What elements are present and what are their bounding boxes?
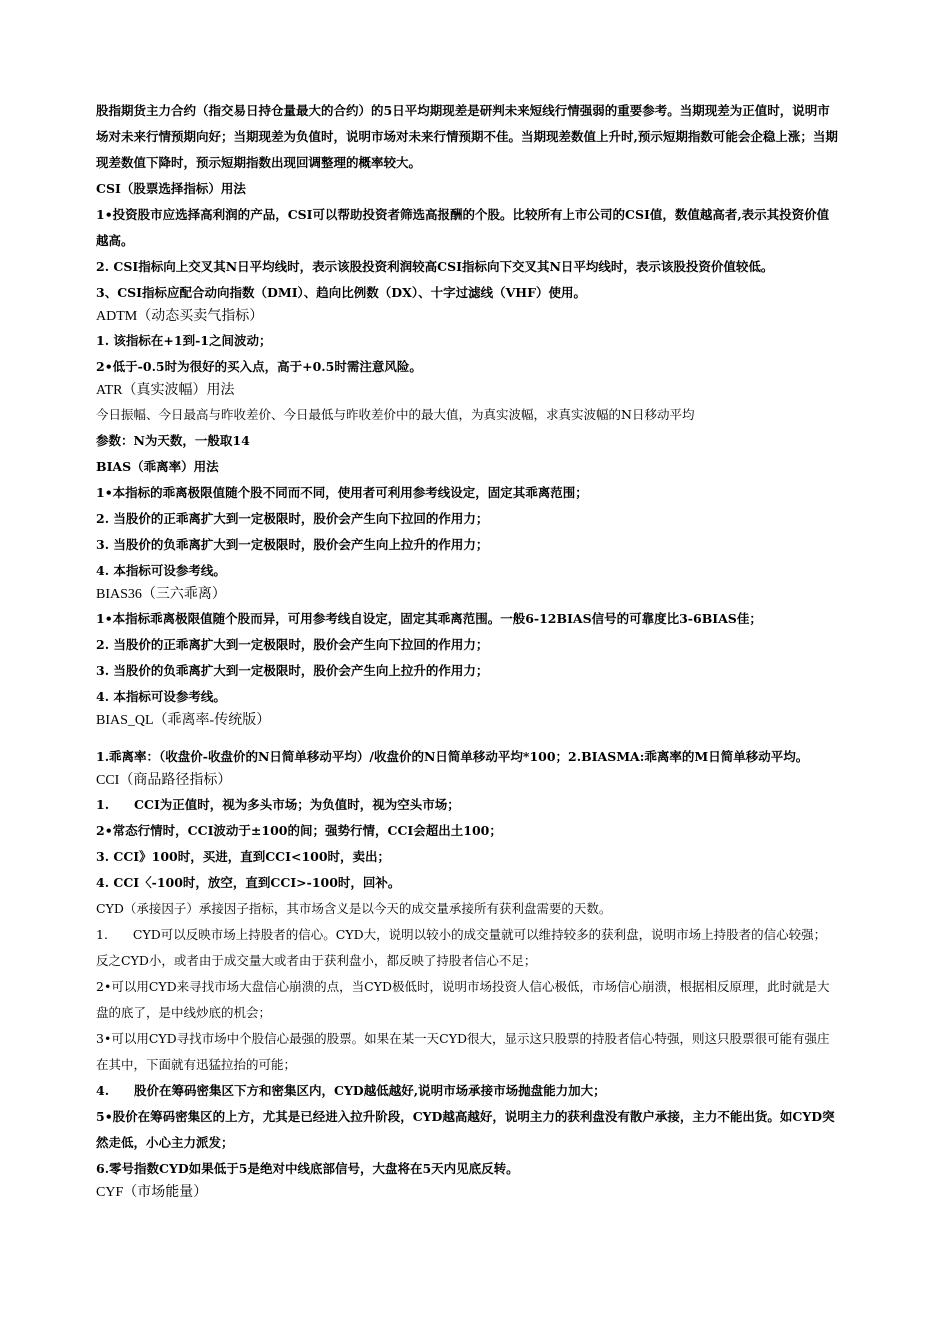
adtm-item-1: 1. 该指标在+1到-1之间波动；	[96, 333, 272, 348]
heading-cci: CCI（商品路径指标）	[96, 773, 232, 788]
cci-item-4: 4. CCI〈-100时，放空，直到CCI>-100时，回补。	[96, 875, 401, 890]
cyd-item-1: 1. CYD可以反映市场上持股者的信心。CYD大，说明以较小的成交量就可以维持较多的获利盘，说明市场上持股者的信心较强；反之CYD小，或者由于成交量大或者由于获利盘小，都反映了持股者信心不足；	[96, 927, 827, 968]
bias36-item-1: 1•本指标乖离极限值随个股而异，可用参考线自设定，固定其乖离范围。一般6-12BIAS信号的可靠度比3-6BIAS佳；	[96, 611, 762, 626]
heading-bias: BIAS（乖离率）用法	[96, 459, 219, 474]
cci-item-2: 2•常态行情时，CCI波动于±100的间；强势行情，CCI会超出土100；	[96, 823, 502, 838]
cyd-item-4: 4. 股价在筹码密集区下方和密集区内，CYD越低越好,说明市场承接市场抛盘能力加大；	[96, 1083, 606, 1098]
cyd-item-6: 6.零号指数CYD如果低于5是绝对中线底部信号，大盘将在5天内见底反转。	[96, 1161, 519, 1176]
bias-item-4: 4. 本指标可设参考线。	[96, 563, 226, 578]
bias-ql-item-1: 1.乖离率：（收盘价-收盘价的N日简单移动平均）/收盘价的N日简单移动平均*100；2.BIASMA:乖离率的M日简单移动平均。	[96, 749, 809, 764]
cyd-item-5: 5•股价在筹码密集区的上方，尤其是已经进入拉升阶段，CYD越高越好，说明主力的获利盘没有散户承接，主力不能出货。如CYD突然走低，小心主力派发；	[96, 1109, 835, 1150]
adtm-item-2: 2•低于-0.5时为很好的买入点，高于+0.5时需注意风险。	[96, 359, 422, 374]
cci-item-1: 1. CCI为正值时，视为多头市场；为负值时，视为空头市场；	[96, 797, 460, 812]
bias-item-1: 1•本指标的乖离极限值随个股不同而不同，使用者可利用参考线设定，固定其乖离范围；	[96, 485, 588, 500]
heading-adtm: ADTM（动态买卖气指标）	[96, 309, 264, 324]
bias36-item-2: 2. 当股价的正乖离扩大到一定极限时，股价会产生向下拉回的作用力；	[96, 637, 489, 652]
bias36-item-3: 3. 当股价的负乖离扩大到一定极限时，股价会产生向上拉升的作用力；	[96, 663, 489, 678]
atr-params: 参数：N为天数，一般取14	[96, 433, 250, 448]
csi-item-3: 3、CSI指标应配合动向指数（DMI）、趋向比例数（DX）、十字过滤线（VHF）使用。	[96, 285, 586, 300]
cyd-item-3: 3•可以用CYD寻找市场中个股信心最强的股票。如果在某一天CYD很大，显示这只股票的持股者信心特强，则这只股票很可能有强庄在其中，下面就有迅猛拉抬的可能；	[96, 1031, 830, 1072]
cyd-item-2: 2•可以用CYD来寻找市场大盘信心崩溃的点，当CYD极低时，说明市场投资人信心极低，市场信心崩溃，根据相反原理，此时就是大盘的底了，是中线炒底的机会；	[96, 979, 830, 1020]
bias-item-3: 3. 当股价的负乖离扩大到一定极限时，股价会产生向上拉升的作用力；	[96, 537, 489, 552]
heading-csi: CSI（股票选择指标）用法	[96, 181, 246, 196]
document-page	[96, 98, 838, 1204]
heading-cyf: CYF（市场能量）	[96, 1185, 208, 1200]
bias36-item-4: 4. 本指标可设参考线。	[96, 689, 226, 704]
heading-bias-ql: BIAS_QL（乖离率-传统版）	[96, 713, 271, 728]
csi-item-1: 1•投资股市应选择高利润的产品，CSI可以帮助投资者筛选高报酬的个股。比较所有上市公司的CSI值，数值越高者,表示其投资价值越高。	[96, 207, 830, 248]
spacer	[96, 732, 838, 744]
heading-bias36: BIAS36（三六乖离）	[96, 587, 226, 602]
csi-item-2: 2. CSI指标向上交叉其N日平均线时，表示该股投资利润较高CSI指标向下交叉其N日平均线时，表示该股投资价值较低。	[96, 259, 774, 274]
bias-item-2: 2. 当股价的正乖离扩大到一定极限时，股价会产生向下拉回的作用力；	[96, 511, 489, 526]
heading-atr: ATR（真实波幅）用法	[96, 383, 235, 398]
atr-description: 今日振幅、今日最高与昨收差价、今日最低与昨收差价中的最大值，为真实波幅，求真实波幅的N日移动平均	[96, 407, 695, 422]
paragraph-basis: 股指期货主力合约（指交易日持仓量最大的合约）的5日平均期现差是研判未来短线行情强弱的重要参考。当期现差为正值时，说明市场对未来行情预期向好；当期现差为负值时，说明市场对未来行情预期不佳。当期现差数值上升时,预示短期指数可能会企稳上涨；当期现差数值下降时，预示短期指数出现回调整理的概率较大。	[96, 103, 838, 170]
heading-cyd: CYD（承接因子）承接因子指标，其市场含义是以今天的成交量承接所有获利盘需要的天数。	[96, 901, 612, 916]
cci-item-3: 3. CCI》100时，买进，直到CCI<100时，卖出；	[96, 849, 391, 864]
